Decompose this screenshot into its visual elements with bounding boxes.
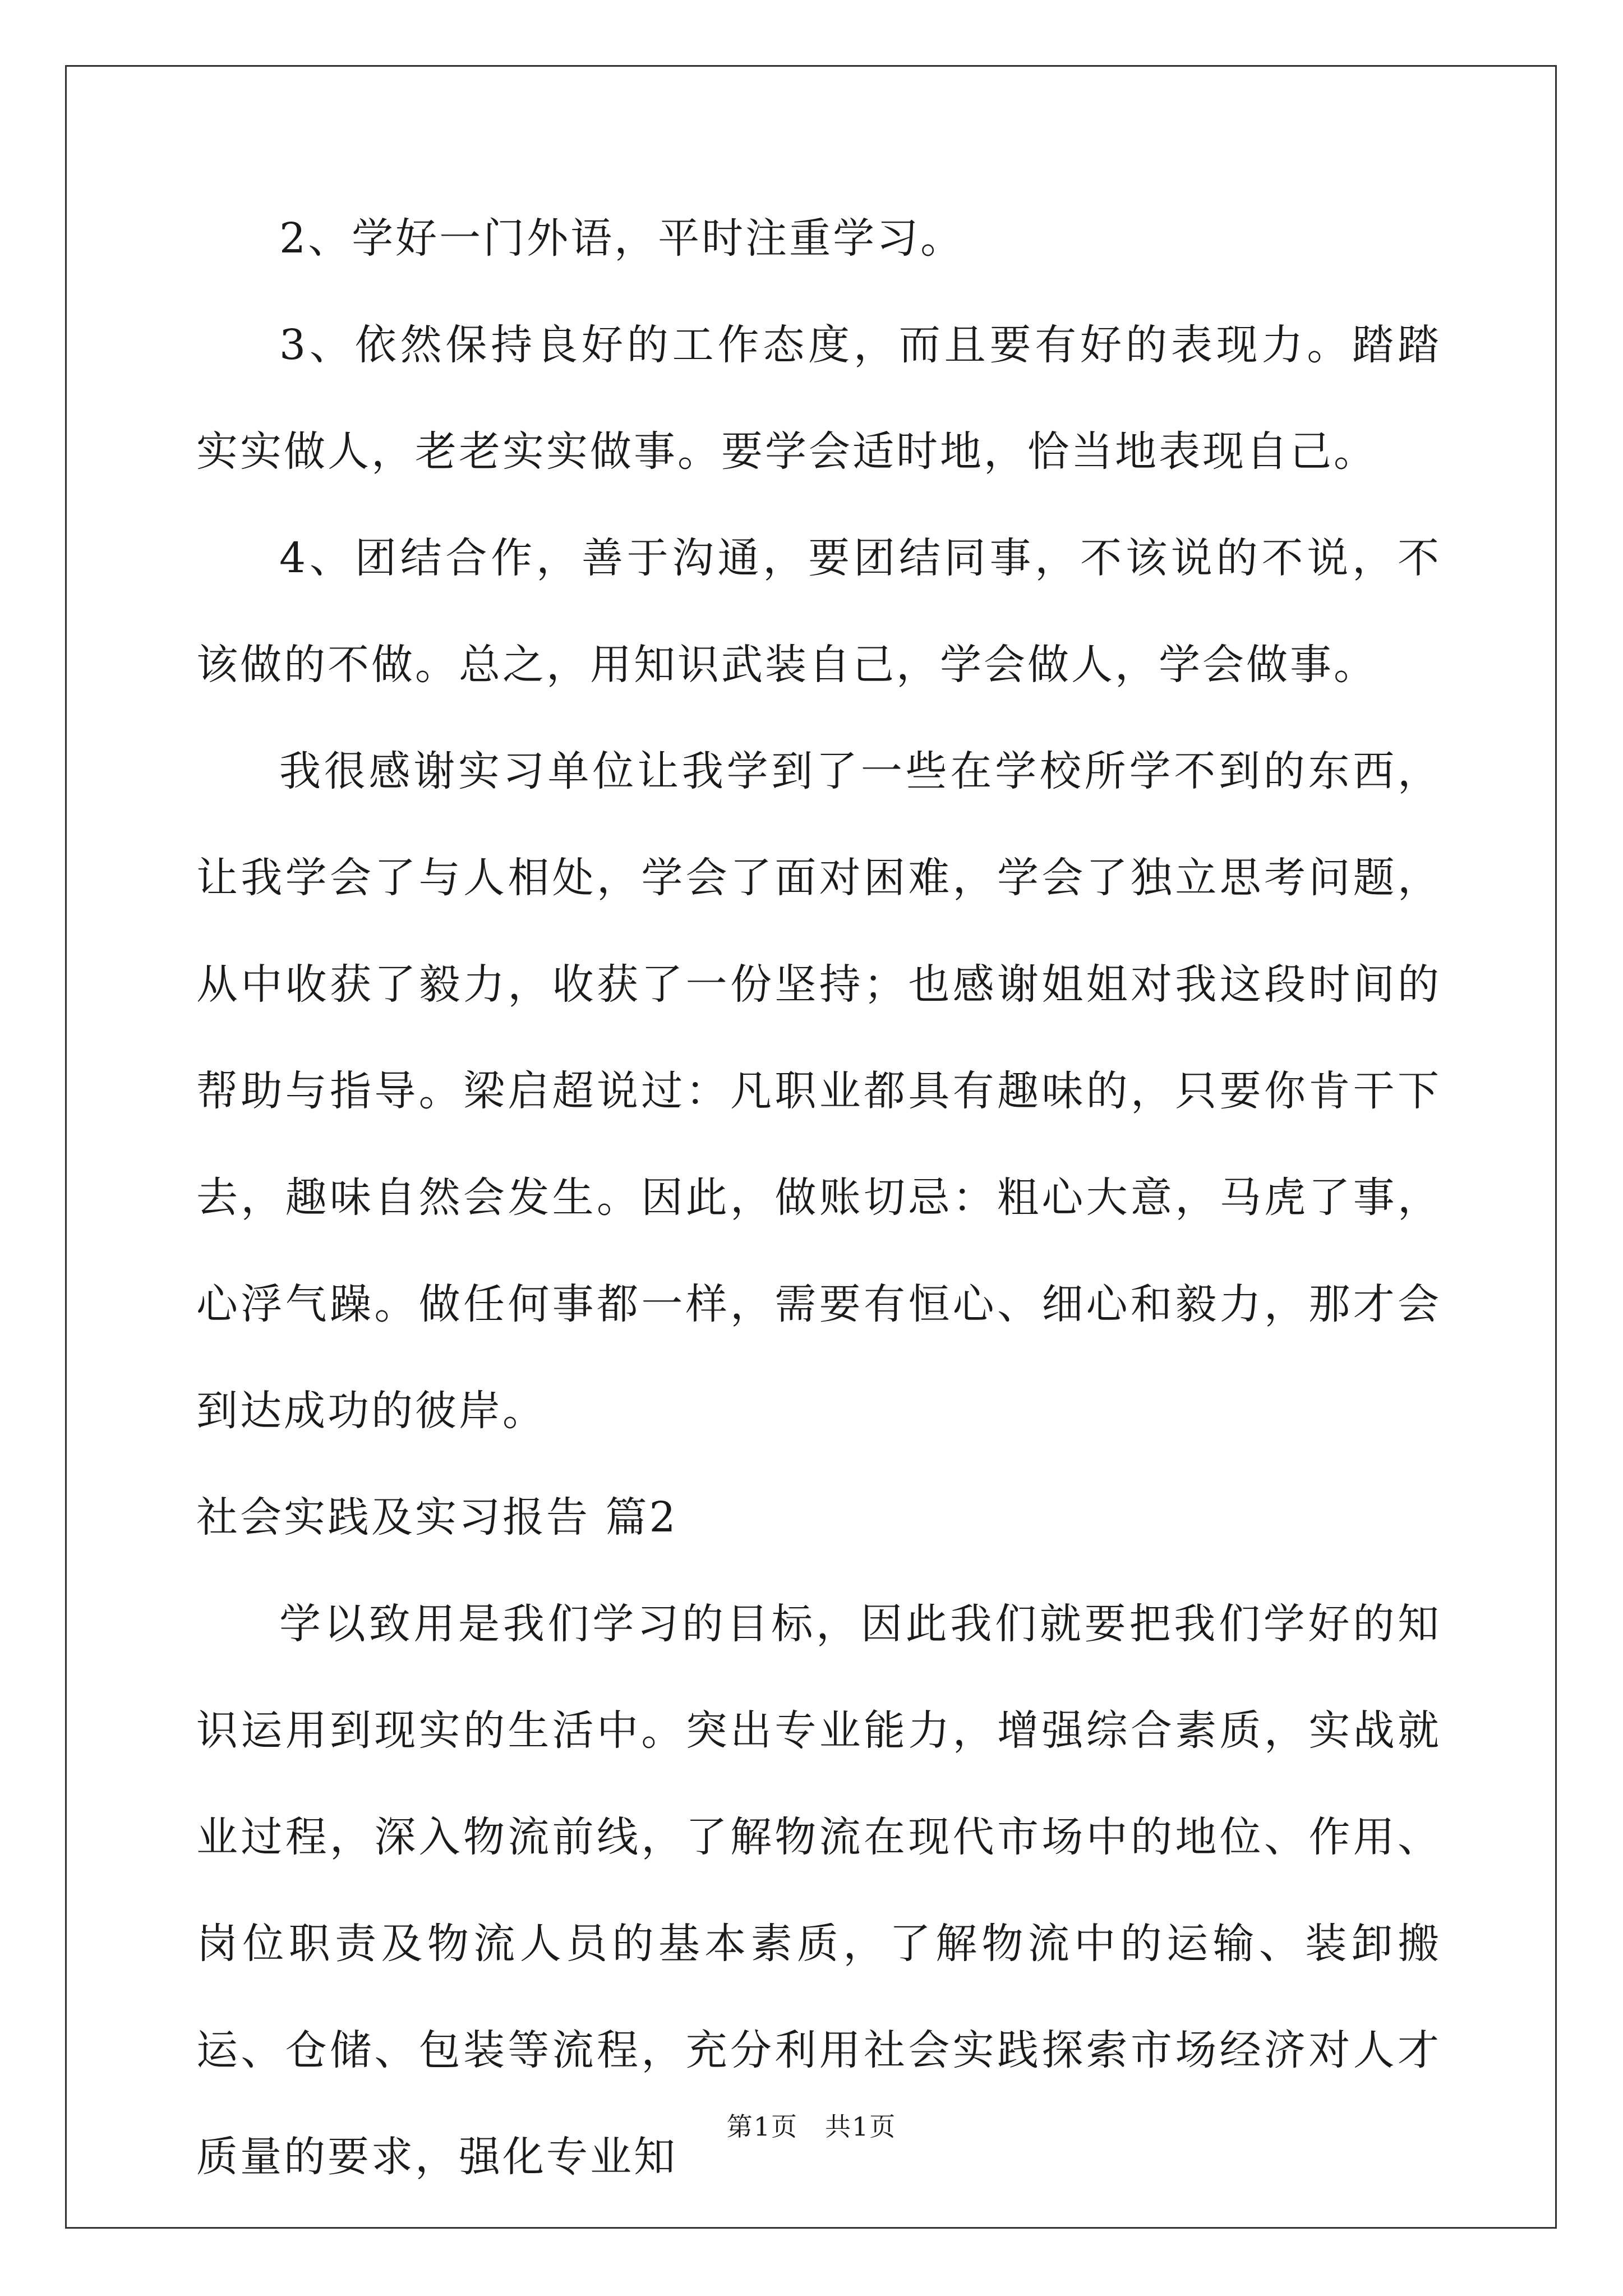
- paragraph-item-4: 4、团结合作，善于沟通，要团结同事，不该说的不说，不该做的不做。总之，用知识武装自己，学会做人，学会做事。: [196, 534, 1441, 689]
- page-footer: 第1页 共1页: [726, 2111, 897, 2142]
- paragraph-gratitude: 我很感谢实习单位让我学到了一些在学校所学不到的东西，让我学会了与人相处，学会了面对困难，学会了独立思考问题，从中收获了毅力，收获了一份坚持；也感谢姐姐对我这段时间的帮助与指导。梁启超说过：凡职业都具有趣味的，只要你肯干下去，趣味自然会发生。因此，做账切忌：粗心大意，马虎了事，心浮气躁。做任何事都一样，需要有恒心、细心和毅力，那才会到达成功的彼岸。: [196, 747, 1441, 1435]
- paragraph-section-2: 学以致用是我们学习的目标，因此我们就要把我们学好的知识运用到现实的生活中。突出专业能力，增强综合素质，实战就业过程，深入物流前线，了解物流在现代市场中的地位、作用、岗位职责及物流人员的基本素质，了解物流中的运输、装卸搬运、仓储、包装等流程，充分利用社会实践探索市场经济对人才质量的要求，强化专业知: [196, 1600, 1441, 2181]
- document-body: [196, 185, 1441, 2210]
- paragraph-item-2: 2、学好一门外语，平时注重学习。: [279, 214, 965, 263]
- section-heading: 社会实践及实习报告 篇2: [196, 1493, 678, 1542]
- paragraph-item-3: 3、依然保持良好的工作态度，而且要有好的表现力。踏踏实实做人，老老实实做事。要学会适时地，恰当地表现自己。: [196, 321, 1441, 476]
